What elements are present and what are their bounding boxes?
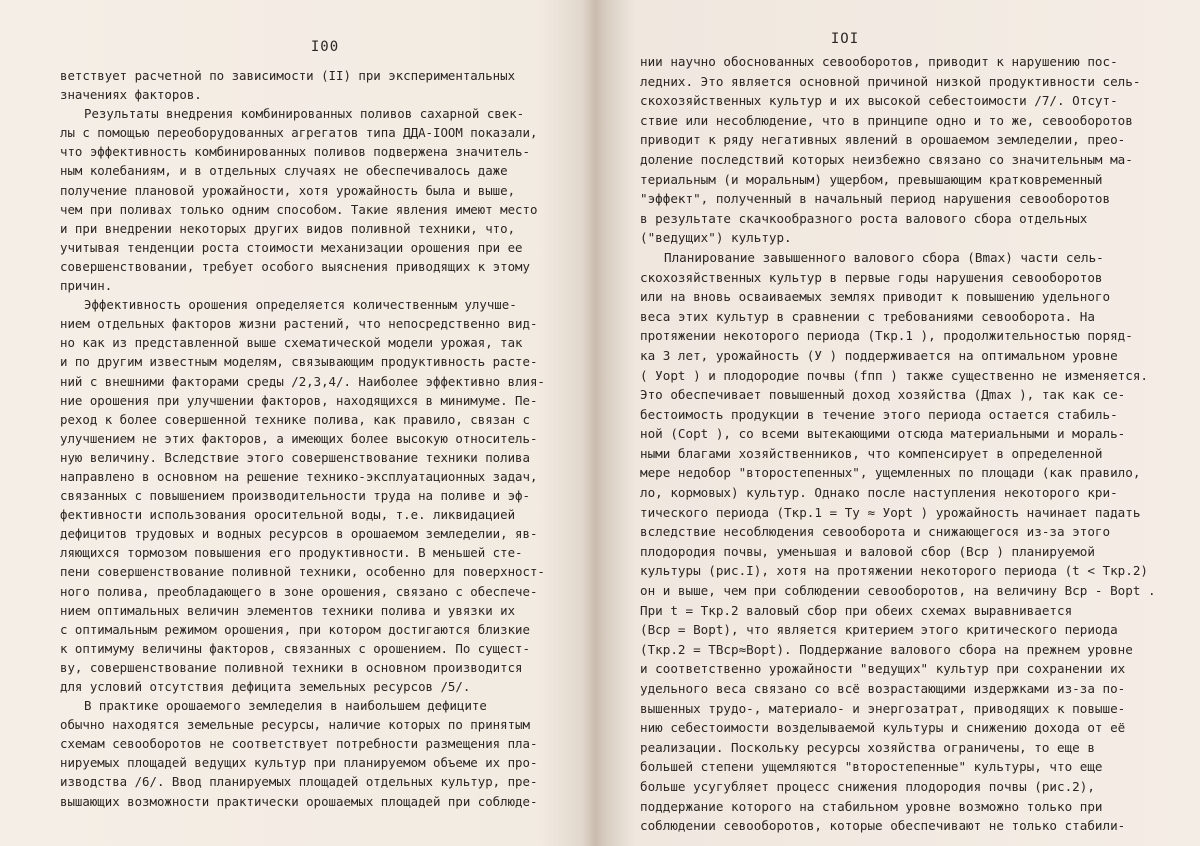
text-line: нируемых площадей ведущих культур при планируемом объеме их про- [60,755,538,771]
text-line: дефицитов трудовых и водных ресурсов в орошаемом земледелии, яв- [60,526,538,542]
text-line: ляющихся тормозом повышения его продуктивности. В меньшей сте- [60,545,523,561]
text-line: ными благами хозяйственников, что компенсирует в определенной [640,445,1103,461]
text-line: ( Уopt ) и плодородие почвы (fпп ) также существенно не изменяется. [640,367,1148,383]
text-line: ло, кормовых) культур. Однако после наступления некоторого кри- [640,485,1118,501]
text-line: нием отдельных факторов жизни растений, что непосредственно вид- [60,316,538,332]
text-line: изводства /6/. Ввод планируемых площадей отдельных культур, пре- [60,774,538,790]
text-line: вследствие несоблюдения севооборота и снижающегося из-за этого [640,524,1111,540]
text-line: В практике орошаемого земледелия в наибольшем дефиците [84,698,487,714]
text-line: и по другим известным моделям, связывающим продуктивность расте- [60,354,538,370]
text-line: нии научно обоснованных севооборотов, приводит к нарушению пос- [640,54,1118,69]
text-line: вышающих возможности практически орошаемых площадей при соблюде- [60,793,538,809]
text-line: или на вновь осваиваемых землях приводит к повышению удельного [640,289,1111,305]
text-line: доление последствий которых неизбежно связано со значительным ма- [640,151,1133,167]
text-line: соблюдении севооборотов, которые обеспечивают не только стабили- [640,818,1126,834]
text-line: скохозяйственных культур в первые годы нарушения севооборотов [640,269,1103,285]
text-line: связанных с повышением производительности труда на поливе и эф- [60,488,530,504]
text-line: и соответственно урожайности "ведущих" культур при сохранении их [640,661,1126,677]
text-line: плодородия почвы, уменьшая и валовой сбор (Bср ) планируемой [640,543,1095,559]
text-line: улучшением не этих факторов, а имеющих более высокую относитель- [60,430,538,446]
text-line: ной (Copt ), со всеми вытекающими отсюда материальными и мораль- [640,426,1126,442]
text-line: ка 3 лет, урожайность (У ) поддерживается на оптимальном уровне [640,347,1118,363]
text-line: териальным (и моральным) ущербом, превышающим кратковременный [640,171,1103,187]
text-line: пени совершенствование поливной техники, особенно для поверхност- [60,564,545,580]
text-line: вышенных трудо-, материало- и энергозатрат, приводящих к повыше- [640,700,1126,716]
text-line: удельного веса связано со всё возрастающими издержками из-за по- [640,681,1126,696]
text-line: в результате скачкообразного роста валового сбора отдельных [640,210,1088,226]
text-line: веса этих культур в сравнении с требованиями севооборота. На [640,308,1095,324]
text-line: Это обеспечивает повышенный доход хозяйства (Дmax ), так как се- [640,387,1126,403]
right-page-number: IOI [830,31,860,47]
text-line: направлено в основном на решение технико-эксплуатационных задач, [60,468,538,484]
text-line: обычно находятся земельные ресурсы, наличие которых по принятым [60,717,530,733]
left-page [0,0,590,846]
text-line: фективности использования оросительной воды, т.е. ликвидацией [60,507,516,523]
text-line: скохозяйственных культур и их высокой себестоимости /7/. Отсут- [640,93,1118,109]
text-line: получение плановой урожайности, хотя урожайность была и выше, [60,182,516,198]
text-line: ную величину. Вследствие этого совершенствование техники полива [60,449,530,465]
text-line: ствие или несоблюдение, что в принципе одно и то же, севооборотов [640,112,1133,128]
left-page-number: I00 [310,39,340,55]
text-line: к оптимуму величины факторов, связанных с орошением. По сущест- [60,640,530,656]
text-line: ледних. Это является основной причиной низкой продуктивности сель- [640,73,1141,89]
right-page-text [640,52,1180,836]
text-line: и при внедрении некоторых других видов поливной техники, что, [60,220,516,236]
text-line: совершенствовании, требует особого выяснения приводящих к этому [60,258,530,274]
text-line: бестоимость продукции в течение этого периода остается стабиль- [640,406,1118,422]
text-line: ("ведущих") культур. [640,230,792,246]
text-line: с оптимальным режимом орошения, при котором достигаются близкие [60,621,530,637]
text-line: (Tкр.2 = TBср≈Bopt). Поддержание валового сбора на прежнем уровне [640,641,1133,657]
text-line: При t = Tкр.2 валовый сбор при обеих схемах выравнивается [640,602,1073,618]
text-line: лы с помощью переоборудованных агрегатов типа ДДА-IOOM показали, [60,125,538,141]
text-line: больше усугубляет процесс снижения плодородия почвы (рис.2), [640,778,1095,794]
text-line: большей степени ущемляются "второстепенные" культуры, что еще [640,759,1103,775]
text-line: схемам севооборотов не соответствует потребности размещения пла- [60,736,538,752]
text-line: (Bср = Bopt), что является критерием этого критического периода [640,622,1118,638]
text-line: ветствует расчетной по зависимости (II) при экспериментальных [60,68,516,83]
text-line: причин. [60,278,113,294]
text-line: но как из представленной выше схематической модели урожая, так [60,335,523,351]
text-line: реход к более совершенной технике полива, как правило, связан с [60,411,530,427]
text-line: ным колебаниям, и в отдельных случаях не обеспечивалось даже [60,163,508,179]
text-line: ву, совершенствование поливной техники в основном производится [60,659,523,675]
text-line: протяжении некоторого периода (Tкр.1 ), продолжительностью поряд- [640,328,1133,344]
text-line: поддержание которого на стабильном уровне возможно только при [640,798,1103,814]
text-line: Эффективность орошения определяется количественным улучше- [84,297,517,313]
text-line: тического периода (Tкр.1 = Ту ≈ Уopt ) урожайность начинает падать [640,504,1141,520]
text-line: ние орошения при улучшении факторов, находящихся в минимуме. Пе- [60,392,538,408]
text-line: Планирование завышенного валового сбора (Bmax) части сель- [664,249,1104,265]
text-line: Результаты внедрения комбинированных поливов сахарной свек- [84,106,525,122]
text-line: ний с внешними факторами среды /2,3,4/. Наиболее эффективно влия- [60,373,545,389]
text-line: что эффективность комбинированных поливов подвержена значитель- [60,144,530,160]
left-page-text [60,66,570,811]
right-page [590,0,1200,846]
text-line: для условий отсутствия дефицита земельных ресурсов /5/. [60,679,471,694]
text-line: культуры (рис.I), хотя на протяжении некоторого периода (t < Tкр.2) [640,563,1148,579]
text-line: учитывая тенденции роста стоимости механизации орошения при ее [60,239,523,255]
text-line: ного полива, преобладающего в зоне орошения, связано с обеспече- [60,583,538,599]
text-line: реализации. Поскольку ресурсы хозяйства ограничены, то еще в [640,739,1095,755]
text-line: мере недобор "второстепенных", ущемленных по площади (как правило, [640,465,1141,481]
text-line: чем при поливах только одним способом. Такие явления имеют место [60,201,538,217]
text-line: нию себестоимости возделываемой культуры и снижению дохода от её [640,720,1126,736]
text-line: приводит к ряду негативных явлений в орошаемом земледелии, прео- [640,132,1126,148]
text-line: значениях факторов. [60,87,202,103]
text-line: нием оптимальных величин элементов техники полива и увязки их [60,602,516,618]
text-line: "эффект", полученный в начальный период нарушения севооборотов [640,191,1111,207]
text-line: он и выше, чем при соблюдении севооборотов, на величину Bср - Bopt . [640,583,1156,599]
